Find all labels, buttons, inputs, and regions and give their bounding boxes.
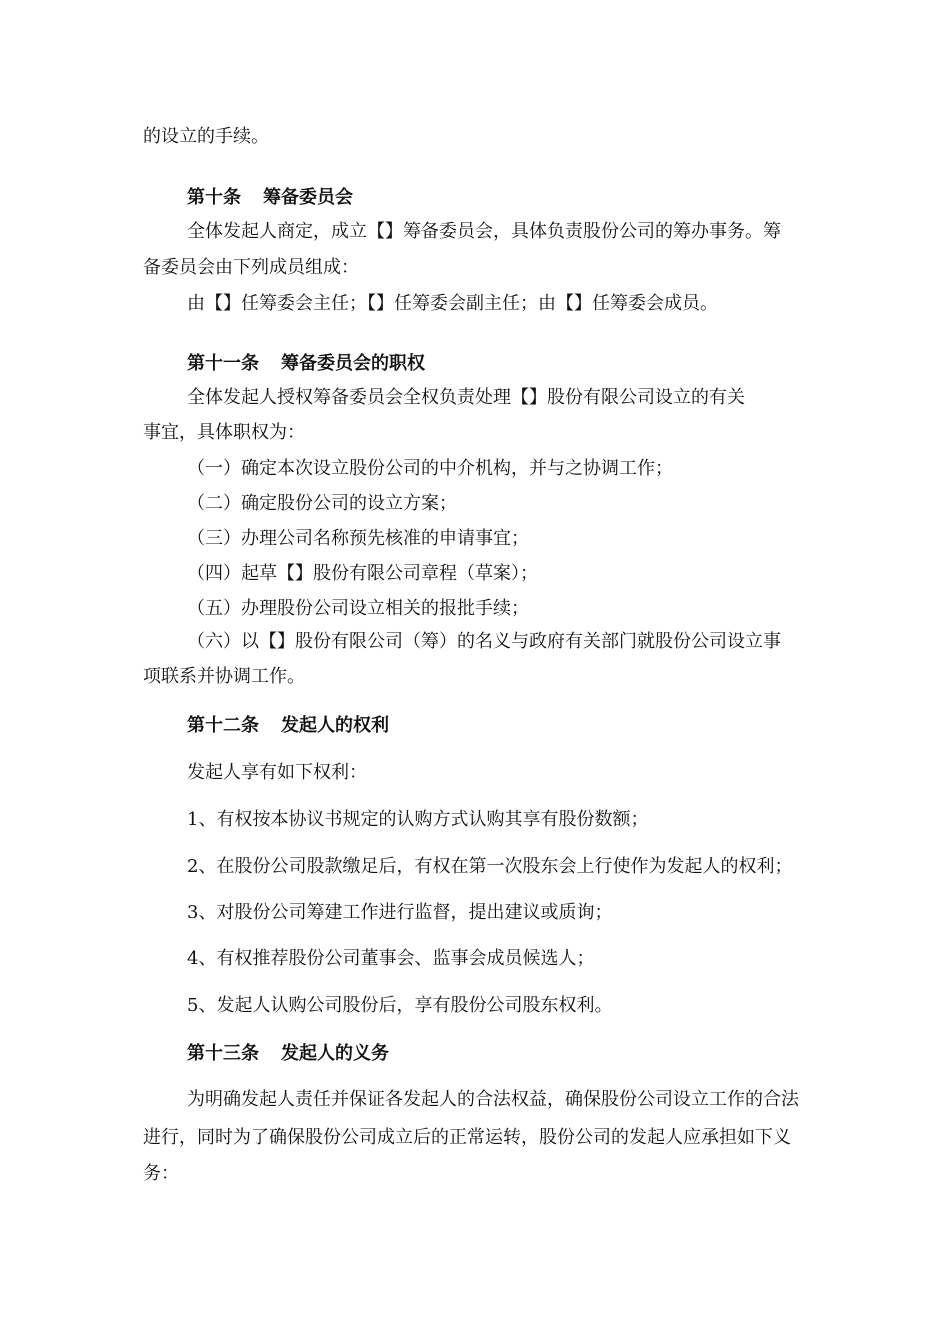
article-12-title: 发起人的权利 [281,715,389,736]
article-13-line-1: 为明确发起人责任并保证各发起人的合法权益，确保股份公司设立工作的合法 [187,1089,799,1110]
article-11-title: 筹备委员会的职权 [281,353,425,374]
article-10-line-2: 备委员会由下列成员组成： [143,257,359,278]
article-11-item-4: （四）起草【】股份有限公司章程（草案）； [187,563,538,584]
article-12-item-2: 2、在股份公司股款缴足后，有权在第一次股东会上行使作为发起人的权利； [187,856,793,877]
article-13-heading [187,1042,389,1066]
article-12-line-1: 发起人享有如下权利： [187,762,367,783]
article-10-heading [187,186,353,210]
article-12-item-3: 3、对股份公司筹建工作进行监督，提出建议或质询； [187,902,613,923]
article-11-item-1: （一）确定本次设立股份公司的中介机构，并与之协调工作； [187,458,673,479]
article-10-line-1: 全体发起人商定，成立【】筹备委员会，具体负责股份公司的筹办事务。筹 [187,221,781,242]
article-11-item-2: （二）确定股份公司的设立方案； [187,493,457,514]
article-13-line-3: 务： [143,1163,179,1184]
article-12-heading [187,714,389,738]
article-12-item-4: 4、有权推荐股份公司董事会、监事会成员候选人； [187,948,595,969]
article-11-item-3: （三）办理公司名称预先核准的申请事宜； [187,528,529,549]
article-13-title: 发起人的义务 [281,1043,389,1064]
article-11-heading [187,352,425,376]
article-10-line-3: 由【】任筹委会主任；【】任筹委会副主任；由【】任筹委会成员。 [187,293,718,314]
article-13-line-2: 进行，同时为了确保股份公司成立后的正常运转，股份公司的发起人应承担如下义 [143,1127,791,1148]
article-11-line-2: 事宜，具体职权为： [143,422,305,443]
article-11-item-5: （五）办理股份公司设立相关的报批手续； [187,598,529,619]
article-12-item-1: 1、有权按本协议书规定的认购方式认购其享有股份数额； [187,809,649,830]
article-12-number: 第十二条 [187,715,259,736]
article-10-number: 第十条 [187,187,241,208]
article-12-item-5: 5、发起人认购公司股份后，享有股份公司股东权利。 [187,995,613,1016]
intro-tail-line: 的设立的手续。 [143,126,269,147]
article-11-line-1: 全体发起人授权筹备委员会全权负责处理【】股份有限公司设立的有关 [187,387,745,408]
article-11-number: 第十一条 [187,353,259,374]
article-10-title: 筹备委员会 [263,187,353,208]
article-13-number: 第十三条 [187,1043,259,1064]
article-11-item-6: （六）以【】股份有限公司（筹）的名义与政府有关部门就股份公司设立事 [187,631,781,652]
article-11-item-6-cont: 项联系并协调工作。 [143,666,305,687]
